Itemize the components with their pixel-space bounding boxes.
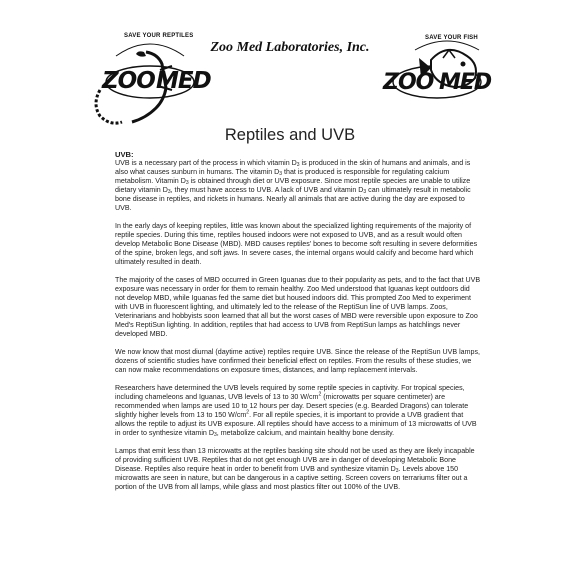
subscript: 3 [363,189,367,195]
document-title: Reptiles and UVB [224,126,356,144]
logo-word-med: MED [156,68,211,94]
section-heading: UVB: [115,150,134,159]
paragraph: UVB is a necessary part of the process in which vitamin $D_3$ is produced in the skin of humans and animals, and is also what causes sunburn in humans. The vitamin $D_3$ that is produced is responsible for regulating calcium metabolism. Vitamin $D_3$ is obtained through diet or UVB exposure. Since most reptile species are unable to utilize dietary vitamin $D_3$, they must have access to UVB. A lack of UVB and vitamin $D_3$ can ultimately result in metabolic bone disease in reptiles, and rickets in humans. Nearly all animals that are active during the day are exposed to UVB. [115,159,471,212]
logo-word-zoo: ZOO [102,68,155,94]
paragraph: In the early days of keeping reptiles, little was known about the specialized lighting requirements of the majority of reptile species. During this time, reptiles housed indoors were not exposed to UVB, and as a result would often develop Metabolic Bone Disease (MBD). MBD causes reptiles' bones to become soft resulting in severe deformities of the spine, broken legs, and soft jaws. In severe cases, the internal organs would calcify and become hard which ultimately resulted in death. [115,222,478,266]
subscript: 3 [185,180,189,186]
letterhead [0,30,580,130]
subscript: 3 [279,171,283,177]
logo-tagline: SAVE YOUR REPTILES [124,33,194,39]
subscript: 3 [296,162,300,168]
subscript: 3 [395,468,399,474]
logo-word-med: MED [439,70,492,95]
paragraph: Lamps that emit less than 13 microwatts at the reptiles basking site should not be used as they are likely incapable of providing sufficient UVB. Reptiles that do not get enough UVB are in danger of developing Metabolic Bone Disease. Reptiles also require heat in order to benefit from UVB and synthesize vitamin $D_3$. Levels above 150 microwatts are seen in nature, but can be dangerous in a captive setting. Screen covers on terrariums filter out a portion of the UVB from all lamps, while glass and most plastics filter out 100% of the UVB. [115,447,475,491]
zoo-med-fish-logo [375,30,503,128]
subscript: 3 [167,189,171,195]
company-name: Zoo Med Laboratories, Inc. [210,40,370,55]
paragraph: The majority of the cases of MBD occurred in Green Iguanas due to their popularity as pets, and to the fact that UVB exposure was necessary in order for them to remain healthy. Zoo Med understood that Iguanas kept outdoors did not develop MBD, while Iguanas fed the same diet but housed indoors did. This prompted Zoo Med to experiment with UVB in fluorescent lighting, and ultimately led to the release of the ReptiSun line of UVB lamps. Zoos, Veterinarians and hobbyists soon learned that all but the worst cases of MBD were reversible upon exposure to Zoo Med's ReptiSun lighting. In addition, reptiles that had access to UVB from ReptiSun lamps as hatchlings never developed MBD. [115,276,481,338]
paragraph: Researchers have determined the UVB levels required by some reptile species in captivity. For tropical species, including chameleons and Iguanas, UVB levels of 13 to 30 $W/cm^2$ (microwatts per square centimeter) are recommended when lamps are used 10 to 12 hours per day. Desert species (e.g. Bearded Dragons) can tolerate slightly higher levels from 13 to 150 $W/cm^2$. For all reptile species, it is important to provide a UVB gradient that allows the reptile to adjust its UVB exposure. All reptiles should have access to a minimum of 13 microwatts of UVB in order to synthesize vitamin $D_3$, metabolize calcium, and maintain healthy bone density. [115,384,477,438]
paragraph: We now know that most diurnal (daytime active) reptiles require UVB. Since the release of the ReptiSun UVB lamps, dozens of scientific studies have confirmed their beneficial effect on reptiles. From the results of these studies, we can now make recommendations on exposure times, distances, and lamp replacement intervals. [115,348,480,374]
document-body [115,150,481,501]
superscript: 2 [246,409,250,416]
superscript: 2 [318,391,322,398]
subscript: 3 [213,432,217,438]
logo-tagline: SAVE YOUR FISH [425,35,478,41]
logo-word-zoo: ZOO [383,70,434,95]
